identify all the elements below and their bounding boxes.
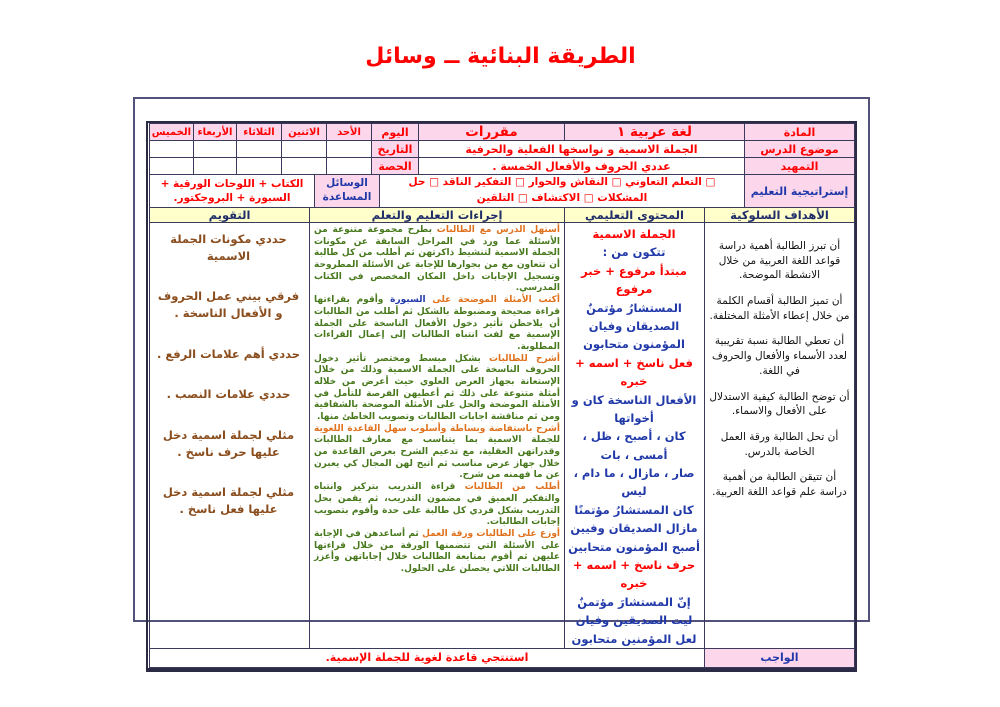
content-line: مبتدأ مرفوع + خبر مرفوع — [581, 263, 687, 297]
content-line: تتكون من : — [602, 245, 666, 260]
objective-item: أن تبرز الطالبة أهمية دراسة قواعد اللغة العربية من خلال الانشطة الموضحة. — [718, 240, 841, 282]
content-header: المحتوى التعليمي — [565, 208, 705, 223]
procedure-paragraph: أستهل الدرس مع الطالبات بطرح مجموعة متنوعة من الأسئلة عما ورد في المراحل السابقة عن مكونات الجملة الاسمية لتنشيط ذاكرتهن ثم أطلب من كل طالبة أن تتعاون مع من بجوارها للإجابة عن الأسئلة المطروحة وتسجيل الإجابات داخل المكان المخصص في الكتاب المدرسي. — [314, 225, 560, 294]
content-column — [565, 223, 705, 649]
evaluation-item: حددي مكونات الجملة الاسمية — [170, 232, 287, 263]
objective-item: أن تميز الطالبة أقسام الكلمة من خلال إعطاء الأمثلة المختلفة. — [709, 295, 850, 322]
objective-item: أن تعطي الطالبة نسبة تقريبية لعدد الأسماء والأفعال والحروف في اللغة. — [712, 335, 847, 377]
procedure-paragraph: أطلب من الطالبات قراءة التدريب بتركيز وانتباه والتفكير العميق في مضمون التدريب، ثم يقمن بحل التدريب بشكل فردي كل طالبة على حدة وأقوم بتصويب إجابات الطالبات. — [314, 482, 560, 528]
subject-label: المادة — [745, 124, 855, 141]
evaluation-item: حددي علامات النصب . — [166, 387, 291, 402]
strategy-options: □ التعلم التعاوني □ النقاش والحوار □ التفكير الناقد □ حل المشكلات □ الاكتشاف □ التلقين — [380, 175, 745, 208]
evaluation-header: التقويم — [150, 208, 310, 223]
day-monday: الاثنين — [282, 124, 327, 141]
main-table — [149, 207, 855, 668]
schedule-cell-empty — [150, 141, 194, 158]
schedule-cell-empty — [327, 141, 372, 158]
procedure-paragraph: أوزع على الطالبات ورقة العمل ثم أساعدهن في الإجابة على الأسئلة التي تتضمنها الورقة من خلال قراءتها عليهن ثم أقوم بمتابعة الطالبات خلال إجاباتهن وأعزز الطالبات اللاتي يحصلن على الحلول. — [314, 528, 560, 574]
day-sunday: الأحد — [327, 124, 372, 141]
homework-value: استنتجي قاعدة لغوية للجملة الإسمية. — [150, 648, 705, 667]
schedule-cell-empty — [150, 158, 194, 175]
objectives-header: الأهداف السلوكية — [705, 208, 855, 223]
strategy-label: إستراتيجية التعليم — [745, 175, 855, 208]
program-label: مقررات — [419, 124, 565, 141]
content-line: الأفعال الناسخة كان و أخواتها — [571, 392, 697, 425]
schedule-cell-empty — [282, 141, 327, 158]
schedule-cell-empty — [237, 158, 282, 175]
period-label: الحصة — [372, 158, 419, 175]
procedures-column — [310, 223, 565, 649]
homework-label: الواجب — [705, 648, 855, 667]
schedule-cell-empty — [327, 158, 372, 175]
content-line: حرف ناسخ + اسمه + خبره — [572, 558, 696, 591]
evaluation-item: مثلي لجملة اسمية دخل عليها فعل ناسخ . — [162, 485, 295, 517]
objective-item: أن توضح الطالبة كيفية الاستدلال على الأفعال والاسماء. — [709, 390, 850, 418]
content-line: لعل المؤمنين متحابون — [571, 631, 697, 646]
strategy-table — [149, 174, 855, 208]
subject-value: لغة عربية ١ — [565, 124, 745, 141]
content-line: الصديقان وفيان — [588, 318, 680, 333]
content-line: أصبح المؤمنون متحابين — [568, 539, 700, 554]
procedure-paragraph: أشرح للطالبات بشكل مبسط ومختصر تأثير دخول الحروف الناسخة على الجملة الاسمية وذلك من خلال الإستعانة بجهاز العرض العلوي حيث أعرض من خلاله أمثلة متنوعة على ذلك ثم أعطيهن الفرصة للتأمل في الأمثلة الموضحة والحل على الأمثلة الموضحة بالشفافية ومن ثم مناقشة اجابات الطالبات وتصويب الخاطئ منها. — [314, 353, 560, 422]
intro-label: التمهيد — [745, 158, 855, 175]
evaluation-item: حددي أهم علامات الرفع . — [156, 346, 301, 361]
content-line: إنّ المستشارَ مؤتمنٌ — [577, 594, 691, 609]
topic-value: الجملة الاسمية و نواسخها الفعلية والحرفية — [419, 141, 745, 158]
document-border — [133, 97, 870, 665]
intro-value: عددي الحروف والأفعال الخمسة . — [419, 158, 745, 175]
content-line: كان ، أصبح ، ظل ، أمسى ، بات — [582, 429, 686, 462]
content-line: كان المستشارُ مؤتمنًا — [574, 502, 694, 517]
topic-label: موضوع الدرس — [745, 141, 855, 158]
aids-label: الوسائل المساعدة — [315, 175, 380, 208]
evaluation-column — [150, 223, 310, 649]
procedures-header: إجراءات التعليم والتعلم — [310, 208, 565, 223]
procedure-paragraph: أكتب الأمثلة الموضحة على السبورة وأقوم بقراءتها قراءة صحيحة ومضبوطة بالشكل ثم أطلب من الطالبات أن يلاحظن تأثير دخول الأفعال الناسخة على الجملة الإسمية مع لفت انتباه الطالبات إلى إعمال القراءات المطلوبة. — [314, 295, 560, 352]
content-line: المؤمنون متحابون — [583, 337, 685, 352]
schedule-cell-empty — [282, 158, 327, 175]
objectives-column — [705, 223, 855, 649]
info-table — [149, 123, 855, 175]
content-line: مازال الصديقان وفيين — [570, 521, 698, 536]
procedure-paragraph: أشرح باستفاضة وبساطة وأسلوب سهل القاعدة اللغوية للجملة الاسمية بما يتناسب مع معارف الطالبات وقدراتهن العقلية، مع تدعيم الشرح بعرض القاعدة من خلال جهاز عرض مناسب ثم أتيح لهن المجال كي يعبرن عن ما فهمنه من شرح. — [314, 423, 560, 481]
schedule-cell-empty — [194, 141, 237, 158]
schedule-cell-empty — [194, 158, 237, 175]
content-line: فعل ناسخ + اسمه + خبره — [575, 355, 693, 389]
content-line: المستشارُ مؤتمنٌ — [586, 300, 682, 315]
page-title: الطريقة البنائية ــ وسائل — [365, 44, 636, 69]
day-label: اليوم — [372, 124, 419, 141]
evaluation-item: فرقي بيني عمل الحروف و الأفعال الناسخة . — [157, 289, 300, 321]
objective-item: أن تتيقن الطالبة من أهمية دراسة علم قواعد اللغة العربية. — [712, 471, 847, 498]
aids-value: الكتاب + اللوحات الورقية + السبورة + البروجكتور. — [150, 175, 315, 208]
lesson-plan-table — [146, 121, 857, 672]
day-tuesday: الثلاثاء — [237, 124, 282, 141]
schedule-cell-empty — [237, 141, 282, 158]
day-wednesday: الأربعاء — [194, 124, 237, 141]
date-label: التاريخ — [372, 141, 419, 158]
content-line: الجملة الاسمية — [592, 227, 676, 241]
evaluation-item: مثلي لجملة اسمية دخل عليها حرف ناسخ . — [162, 428, 295, 459]
content-line: ليت الصديقين وفيان — [575, 613, 693, 628]
day-thursday: الخميس — [150, 124, 194, 141]
content-line: صار ، مازال ، ما دام ، ليس — [573, 466, 695, 499]
objective-item: أن تحل الطالبة ورقة العمل الخاصة بالدرس. — [720, 430, 839, 458]
